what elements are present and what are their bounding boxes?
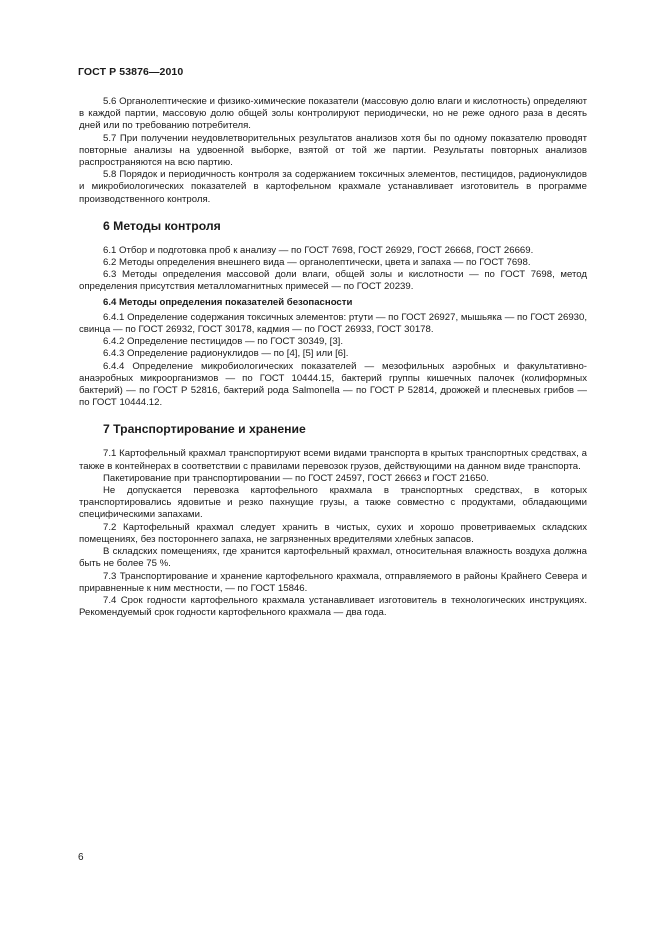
section-7-heading: 7 Транспортирование и хранение [103,422,306,437]
paragraph-6-4-4: 6.4.4 Определение микробиологических показателей — мезофильных аэробных и факультативно-анаэробных микроорганизмов — по ГОСТ 10444.15, бактерий группы кишечных палочек (колиформных бактерий) — по ГОСТ Р 52816, бактерий рода Salmonella — по ГОСТ Р 52814, дрожжей и плесневых грибов — по ГОСТ 10444.12. [79,360,587,409]
paragraph-6-1: 6.1 Отбор и подготовка проб к анализу — по ГОСТ 7698, ГОСТ 26929, ГОСТ 26668, ГОСТ 26669. [103,244,534,256]
document-body [79,96,587,619]
paragraph-7-1: 7.1 Картофельный крахмал транспортируют всеми видами транспорта в крытых транспортных средствах, а также в контейнерах в соответствии с правилами перевозок грузов, действующими на данном виде транспорта. [79,448,587,472]
paragraph-7-4: 7.4 Срок годности картофельного крахмала устанавливает изготовитель в технологических инструкциях. Рекомендуемый срок годности картофельного крахмала — два года. [79,594,587,619]
paragraph-humidity: В складских помещениях, где хранится картофельный крахмал, относительная влажность воздуха должна быть не более 75 %. [79,546,587,570]
paragraph-7-2: 7.2 Картофельный крахмал следует хранить в чистых, сухих и хорошо проветриваемых складских помещениях, без постороннего запаха, не загрязненных вредителями хлебных запасов. [79,521,587,545]
subsection-6-4-heading: 6.4 Методы определения показателей безопасности [103,296,353,308]
paragraph-6-3: 6.3 Методы определения массовой доли влаги, общей золы и кислотности — по ГОСТ 7698, метод определения присутствия металломагнитных примесей — по ГОСТ 20239. [79,269,587,293]
paragraph-packaging: Пакетирование при транспортировании — по ГОСТ 24597, ГОСТ 26663 и ГОСТ 21650. [103,472,489,484]
section-6-heading: 6 Методы контроля [103,218,221,233]
paragraph-5-8: 5.8 Порядок и периодичность контроля за содержанием токсичных элементов, пестицидов, радионуклидов и микробиологических показателей в картофельном крахмале устанавливает изготовитель в программе производственного контроля. [79,169,587,205]
paragraph-transport-restriction: Не допускается перевозка картофельного крахмала в транспортных средствах, в которых транспортировались ядовитые и резко пахнущие грузы, а также совместно с продуктами, обладающими специфическими запахами. [79,485,587,521]
paragraph-6-2: 6.2 Методы определения внешнего вида — органолептически, цвета и запаха — по ГОСТ 7698. [103,257,531,269]
paragraph-6-4-3: 6.4.3 Определение радионуклидов — по [4], [5] или [6]. [103,348,349,360]
paragraph-5-6: 5.6 Органолептические и физико-химические показатели (массовую долю влаги и кислотность) определяют в каждой партии, массовую долю общей золы контролируют периодически, но не реже одного раза в десять дней или по требованию потребителя. [79,96,587,132]
paragraph-6-4-1: 6.4.1 Определение содержания токсичных элементов: ртути — по ГОСТ 26927, мышьяка — по ГОСТ 26930, свинца — по ГОСТ 26932, ГОСТ 30178, кадмия — по ГОСТ 26933, ГОСТ 30178. [79,311,587,336]
paragraph-6-4-2: 6.4.2 Определение пестицидов — по ГОСТ 30349, [3]. [103,336,344,348]
document-code-header: ГОСТ Р 53876—2010 [78,66,184,78]
page-number: 6 [78,852,84,863]
paragraph-5-7: 5.7 При получении неудовлетворительных результатов анализов хотя бы по одному показателю проводят повторные анализы на удвоенной выборке, взятой от той же партии. Результаты повторных анализов распространяются на всю партию. [79,132,587,169]
paragraph-7-3: 7.3 Транспортирование и хранение картофельного крахмала, отправляемого в районы Крайнего Севера и приравненные к ним местности, — по ГОСТ 15846. [79,570,587,594]
